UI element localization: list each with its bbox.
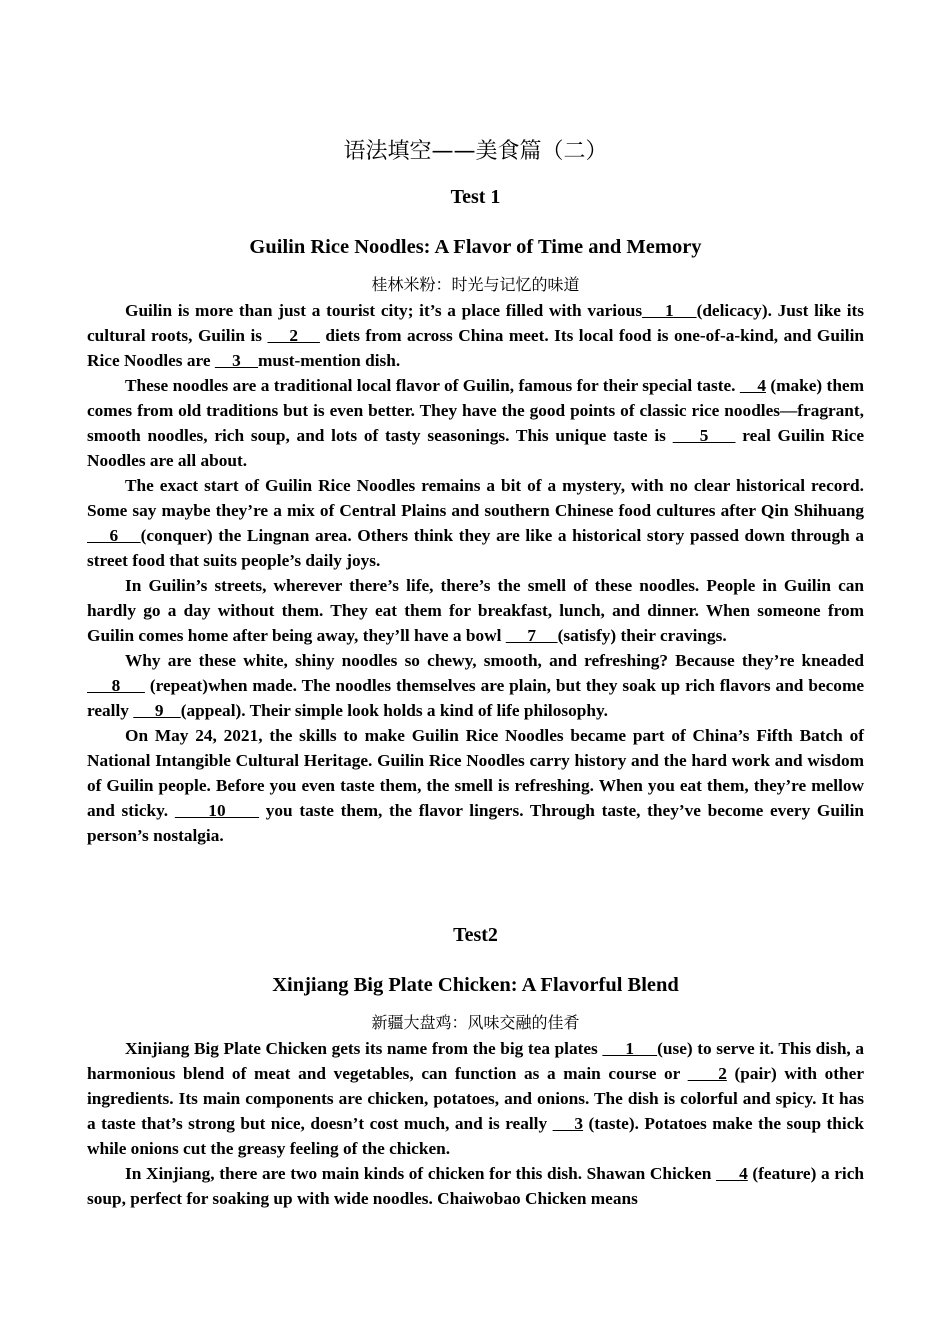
test1-paragraph-2: These noodles are a traditional local flavor of Guilin, famous for their special taste. 4 (make) them comes from old traditions but is even better. They have the good points of classic rice noodles—fragrant, smooth noodles, rich soup, and lots of tasty seasonings. This unique taste is 5 real Guilin Rice Noodles are all about. (87, 376, 864, 470)
test2-label: Test2 (453, 924, 498, 946)
blank-6: 6 (87, 526, 141, 545)
test1-article-title: Guilin Rice Noodles: A Flavor of Time and Memory (249, 236, 702, 258)
blank-9: 9 (133, 701, 181, 720)
section-spacer (87, 848, 864, 910)
test1-chinese-subtitle: 桂林米粉：时光与记忆的味道 (371, 275, 580, 294)
test1-paragraph-3: The exact start of Guilin Rice Noodles remains a bit of a mystery, with no clear historical record. Some say maybe they’re a mix of Central Plains and southern Chinese food cultures after Qin Shihuang 6 (conquer) the Lingnan area. Others think they are like a historical story passed down through a street food that suits people’s daily joys. (87, 476, 865, 570)
blank-10: 10 (174, 801, 260, 820)
blank-5: 5 (672, 426, 736, 445)
test2-paragraph-2: In Xinjiang, there are two main kinds of chicken for this dish. Shawan Chicken 4 (feature) a rich soup, perfect for soaking up with wide noodles. Chaiwobao Chicken means (87, 1164, 865, 1208)
blank-8: 8 (87, 676, 145, 695)
blank-7: 7 (505, 626, 558, 645)
test1-paragraph-6: On May 24, 2021, the skills to make Guilin Rice Noodles became part of China’s Fifth Batch of National Intangible Cultural Heritage. Guilin Rice Noodles carry history and the hard work and wisdom of Guilin people. Before you even taste them, the smell is refreshing. When you eat them, they’re mellow and sticky. 10 you taste them, the flavor lingers. Through taste, they’ve become every Guilin person’s nostalgia. (87, 726, 865, 845)
test2-paragraph-1: Xinjiang Big Plate Chicken gets its name from the big tea plates 1 (use) to serve it. This dish, a harmonious blend of meat and vegetables, can function as a main course or 2 (pair) with other ingredients. Its main components are chicken, potatoes, and onions. The dish is colorful and spicy. It has a taste that’s strong but nice, doesn’t cost much, and is really 3 (taste). Potatoes make the soup thick while onions cut the greasy feeling of the chicken. (87, 1039, 865, 1158)
test1-paragraph-1: Guilin is more than just a tourist city; it’s a place filled with various 1 (delicacy). Just like its cultural roots, Guilin is 2 diets from across China meet. Its local food is one-of-a-kind, and Guilin Rice Noodles are 3 must-mention dish. (87, 301, 864, 370)
blank-2: 2 (687, 1064, 727, 1083)
test2-chinese-subtitle: 新疆大盘鸡：风味交融的佳肴 (371, 1013, 580, 1032)
test1-paragraph-4: In Guilin’s streets, wherever there’s life, there’s the smell of these noodles. People in Guilin can hardly go a day without them. They eat them for breakfast, lunch, and dinner. When someone from Guilin comes home after being away, they’ll have a bowl 7 (satisfy) their cravings. (87, 576, 864, 645)
blank-1: 1 (602, 1039, 658, 1058)
test1-label: Test 1 (450, 186, 501, 208)
test2-article-title: Xinjiang Big Plate Chicken: A Flavorful Blend (272, 974, 679, 996)
blank-1: 1 (642, 301, 697, 320)
document-title: 语法填空——美食篇（二） (343, 139, 608, 164)
blank-3: 3 (214, 351, 259, 370)
blank-3: 3 (552, 1114, 584, 1133)
blank-4: 4 (739, 376, 766, 395)
blank-2: 2 (267, 326, 320, 345)
document-page (87, 132, 864, 1211)
test1-paragraph-5: Why are these white, shiny noodles so chewy, smooth, and refreshing? Because they’re kneaded 8 (repeat)when made. The noodles themselves are plain, but they soak up rich flavors and become really 9 (appeal). Their simple look holds a kind of life philosophy. (87, 651, 865, 720)
blank-4: 4 (715, 1164, 748, 1183)
